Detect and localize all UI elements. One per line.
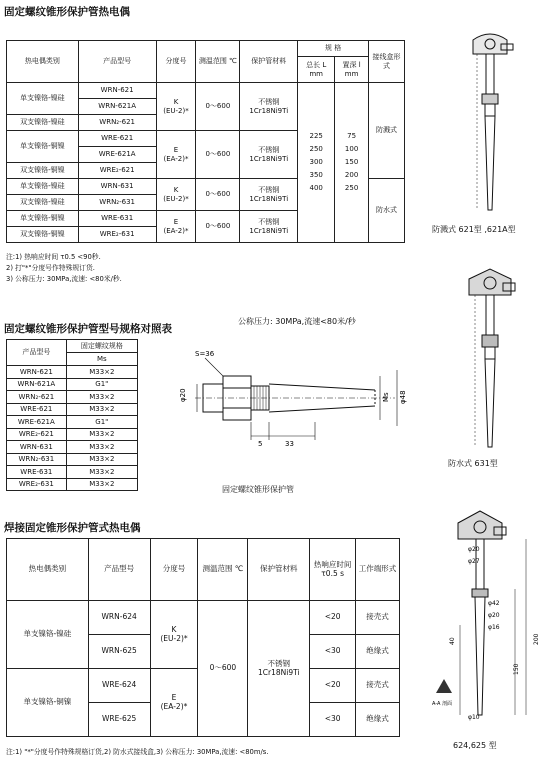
thread-cell: M33×2 [66, 428, 137, 441]
grade-sub: (EA-2)* [160, 701, 188, 711]
section3-note: 注:1) "*"分度号作特殊规格订货,2) 防水式接线盒,3) 公称压力: 30MPa,流速: <80m/s. [6, 748, 269, 756]
range-cell: 0～600 [196, 211, 240, 243]
model-cell: WRN₂-631 [7, 453, 67, 466]
model-cell: WRE₂-621 [78, 163, 156, 179]
grade-code: E [173, 146, 179, 155]
model-cell: WRE-625 [88, 703, 150, 737]
thread-cell: M33×2 [66, 453, 137, 466]
box-cell-1: 防溅式 [369, 83, 405, 179]
type-cell: 双支镍铬-镍硅 [7, 115, 79, 131]
grade-cell [156, 83, 196, 131]
resp-cell: <30 [310, 703, 356, 737]
grade-sub: (EA-2)* [163, 226, 189, 235]
dim-label: 200 [533, 633, 540, 645]
grade-sub: (EU-2)* [160, 633, 188, 643]
box-cell: 接壳式 [356, 669, 400, 703]
note-line: 3) 公称压力: 30MPa,流速: <80米/秒. [6, 275, 122, 283]
dim-label: 150 [513, 663, 520, 675]
dim-s: S=36 [195, 350, 215, 358]
grade-sub: (EU-2)* [163, 106, 189, 115]
resp-cell: <20 [310, 601, 356, 635]
resp-cell: <30 [310, 635, 356, 669]
model-cell: WRN-631 [7, 441, 67, 454]
material-b: 1Cr18Ni9Ti [257, 667, 300, 677]
dim-5: 5 [258, 440, 263, 448]
header-thread: 固定螺纹规格 [66, 340, 137, 353]
box-cell-2: 防水式 [369, 179, 405, 243]
material-cell [240, 179, 298, 211]
model-cell: WRN-621A [78, 99, 156, 115]
note-line: 2) 打"*"分度号作特殊规订货. [6, 264, 95, 272]
thread-cell: G1" [66, 378, 137, 391]
drawing-caption: 固定螺纹锥形保护管 [222, 485, 294, 494]
resp-cell: <20 [310, 669, 356, 703]
dim-phi20: φ20 [179, 388, 187, 402]
thread-cell: M33×2 [66, 478, 137, 491]
section3-title: 焊接固定锥形保护管式热电偶 [4, 522, 141, 534]
grade-cell [156, 131, 196, 179]
type-cell: 单支镍铬-铜镍 [7, 669, 89, 737]
range-cell: 0～600 [196, 83, 240, 131]
pressure-note: 公称压力: 30MPa,流速<80米/秒 [238, 317, 356, 326]
model-cell: WRN-624 [88, 601, 150, 635]
material-cell [240, 83, 298, 131]
model-cell: WRE-631 [78, 211, 156, 227]
box-cell: 接壳式 [356, 601, 400, 635]
header-range: 测温范围 ℃ [196, 41, 240, 83]
thread-cell: M33×2 [66, 366, 137, 379]
header-material: 保护管材料 [248, 539, 310, 601]
header-insert-depth [335, 57, 369, 83]
model-cell: WRE₂-631 [7, 478, 67, 491]
grade-cell [150, 669, 198, 737]
header-type: 热电偶类别 [7, 539, 89, 601]
model-cell: WRN-621 [78, 83, 156, 99]
lengths-L-cell: 225 250 300 350 400 [298, 83, 335, 243]
figure3-caption: 624,625 型 [453, 741, 497, 750]
dim-label: φ20 [468, 546, 480, 553]
header-box: 接线盒形式 [369, 41, 405, 83]
grade-sub: (EU-2)* [163, 194, 189, 203]
model-cell: WRN-625 [88, 635, 150, 669]
section-marker-icon [436, 679, 452, 693]
range-cell: 0～600 [198, 601, 248, 737]
figure1-caption: 防溅式 621型 ,621A型 [432, 225, 516, 234]
cone-tube-drawing [175, 340, 410, 470]
type-cell: 单支镍铬-镍硅 [7, 83, 79, 115]
header-model: 产品型号 [78, 41, 156, 83]
grade-code: E [173, 218, 179, 227]
model-cell: WRN-631 [78, 179, 156, 195]
model-cell: WRN₂-631 [78, 195, 156, 211]
type-cell: 单支镍铬-铜镍 [7, 131, 79, 163]
thread-cell: G1" [66, 416, 137, 429]
model-cell: WRE₂-621 [7, 428, 67, 441]
thread-cell: M33×2 [66, 403, 137, 416]
mm-label: mm [309, 69, 323, 78]
header-resp: 热响应时间 τ0.5 s [310, 539, 356, 601]
type-cell: 双支镍铬-铜镍 [7, 227, 79, 243]
total-len-label: 总长 L [306, 61, 327, 70]
thermocouple-figure-631 [455, 265, 525, 455]
section1-table [6, 40, 405, 243]
box-cell: 绝缘式 [356, 703, 400, 737]
material-a: 不锈钢 [258, 218, 280, 227]
material-cell [240, 131, 298, 179]
header-model: 产品型号 [88, 539, 150, 601]
model-cell: WRE₂-631 [78, 227, 156, 243]
range-cell: 0～600 [196, 179, 240, 211]
thread-cell: M33×2 [66, 441, 137, 454]
header-material: 保护管材料 [240, 41, 298, 83]
model-cell: WRE-621 [7, 403, 67, 416]
section3-table [6, 538, 400, 737]
model-cell: WRN₂-621 [7, 391, 67, 404]
material-b: 1Cr18Ni9Ti [249, 226, 289, 235]
model-cell: WRE-621A [78, 147, 156, 163]
dim-33: 33 [285, 440, 294, 448]
material-b: 1Cr18Ni9Ti [249, 106, 289, 115]
dim-ms: Ms [382, 392, 390, 402]
material-a: 不锈钢 [258, 146, 280, 155]
type-cell: 双支镍铬-镍硅 [7, 195, 79, 211]
header-spec: 规 格 [298, 41, 369, 57]
header-model: 产品型号 [7, 340, 67, 366]
header-range: 测温范围 ℃ [198, 539, 248, 601]
header-box: 工作端形式 [356, 539, 400, 601]
thread-cell: M33×2 [66, 466, 137, 479]
section1-title: 固定螺纹锥形保护管热电偶 [4, 6, 130, 18]
aa-section-label: A-A 剖面 [432, 701, 453, 707]
grade-code: K [171, 624, 177, 634]
model-cell: WRE-624 [88, 669, 150, 703]
section2-table [6, 339, 138, 491]
grade-code: K [173, 98, 179, 107]
range-cell: 0～600 [196, 131, 240, 179]
note-line: 注:1) 热响应时间 τ0.5 <90秒. [6, 253, 101, 261]
header-total-len [298, 57, 335, 83]
box-cell: 绝缘式 [356, 635, 400, 669]
grade-code: K [173, 186, 179, 195]
model-cell: WRE-631 [7, 466, 67, 479]
material-b: 1Cr18Ni9Ti [249, 194, 289, 203]
section1-notes [6, 252, 122, 285]
grade-cell [156, 211, 196, 243]
grade-sub: (EA-2)* [163, 154, 189, 163]
model-cell: WRE-621 [78, 131, 156, 147]
model-cell: WRE-621A [7, 416, 67, 429]
lengths-l-cell: 75 100 150 200 250 [335, 83, 369, 243]
dim-label: φ20 [488, 612, 500, 619]
thermocouple-figure-621 [455, 30, 525, 220]
thermocouple-figure-624 [430, 505, 545, 735]
model-cell: WRN₂-621 [78, 115, 156, 131]
thread-cell: M33×2 [66, 391, 137, 404]
material-a: 不锈钢 [258, 186, 280, 195]
material-a: 不锈钢 [267, 658, 290, 668]
figure2-caption: 防水式 631型 [448, 459, 498, 468]
model-cell: WRN-621A [7, 378, 67, 391]
grade-cell [150, 601, 198, 669]
material-b: 1Cr18Ni9Ti [249, 154, 289, 163]
dim-label: φ16 [488, 624, 500, 631]
dim-label: 40 [449, 637, 456, 645]
dim-phi48: φ48 [399, 390, 407, 404]
dim-label: φ10 [468, 714, 480, 721]
header-thread-sub: Ms [66, 353, 137, 366]
header-grade: 分度号 [150, 539, 198, 601]
header-type: 热电偶类别 [7, 41, 79, 83]
model-cell: WRN-621 [7, 366, 67, 379]
material-cell [248, 601, 310, 737]
type-cell: 双支镍铬-铜镍 [7, 163, 79, 179]
material-a: 不锈钢 [258, 98, 280, 107]
type-cell: 单支镍铬-铜镍 [7, 211, 79, 227]
grade-cell [156, 179, 196, 211]
dim-label: φ27 [468, 558, 480, 565]
section2-title: 固定螺纹锥形保护管型号规格对照表 [4, 323, 172, 335]
material-cell [240, 211, 298, 243]
insert-depth-label: 置深 l [342, 61, 361, 70]
type-cell: 单支镍铬-镍硅 [7, 601, 89, 669]
grade-code: E [171, 692, 177, 702]
type-cell: 单支镍铬-镍硅 [7, 179, 79, 195]
header-grade: 分度号 [156, 41, 196, 83]
dim-label: φ42 [488, 600, 500, 607]
mm-label: mm [344, 69, 359, 78]
